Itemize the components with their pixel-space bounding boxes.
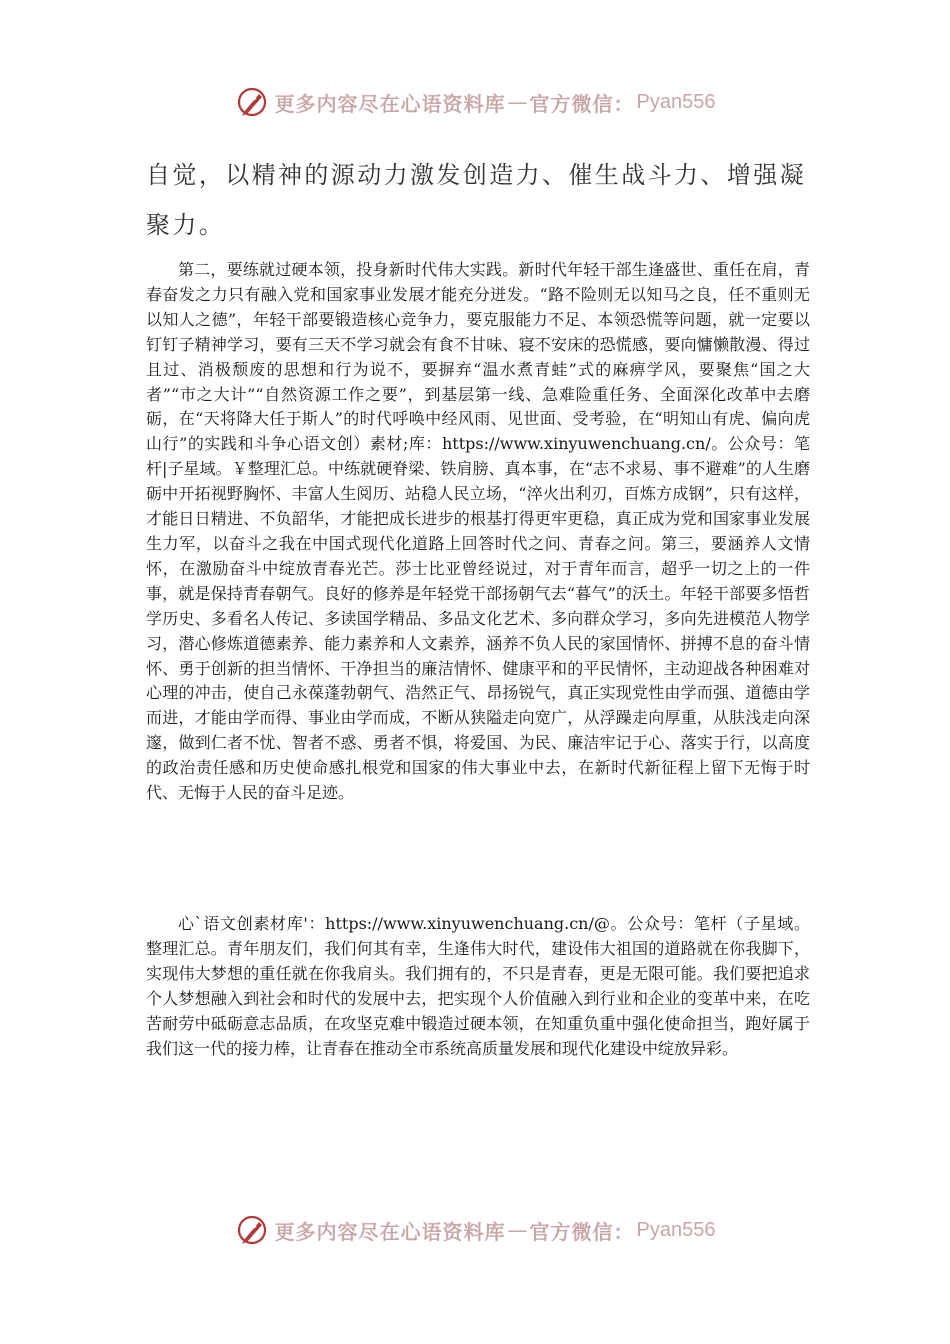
pen-logo-icon — [235, 85, 269, 119]
body-paragraph-1: 第二，要练就过硬本领，投身新时代伟大实践。新时代年轻干部生逢盛世、重任在肩，青春奋发之力只有融入党和国家事业发展才能充分迸发。“路不险则无以知马之良，任不重则无以知人之德”，年轻干部要锻造核心竞争力，要克服能力不足、本领恐慌等问题，就一定要以钉钉子精神学习，要有三天不学习就会有食不甘味、寝不安床的恐慌感，要向慵懒散漫、得过且过、消极颓废的思想和行为说不，要摒弃“温水煮青蛙”式的麻痹学风，要聚焦“国之大者”“市之大计”“自然资源工作之要”，到基层第一线、急难险重任务、全面深化改革中去磨砺，在“天将降大任于斯人”的时代呼唤中经风雨、见世面、受考验，在“明知山有虎、偏向虎山行”的实践和斗争心语文创）素材;库：https://www.xinyuwenchuang.cn/。公众号：笔杆|子星域。￥整理汇总。中练就硬脊梁、铁肩膀、真本事，在“志不求易、事不避难”的人生磨砺中开拓视野胸怀、丰富人生阅历、站稳人民立场，“淬火出利刃，百炼方成钢”，只有这样，才能日日精进、不负韶华，才能把成长进步的根基打得更牢更稳，真正成为党和国家事业发展生力军，以奋斗之我在中国式现代化道路上回答时代之问、青春之问。第三，要涵养人文情怀，在激励奋斗中绽放青春光芒。莎士比亚曾经说过，对于青年而言，超乎一切之上的一件事，就是保持青春朝气。良好的修养是年轻党干部扬朝气去“暮气”的沃土。年轻干部要多悟哲学历史、多看名人传记、多读国学精品、多品文化艺术、多向群众学习，多向先进模范人物学习，潜心修炼道德素养、能力素养和人文素养，涵养不负人民的家国情怀、拼搏不息的奋斗情怀、勇于创新的担当情怀、干净担当的廉洁情怀、健康平和的平民情怀，主动迎战各种困难对心理的冲击，使自己永葆蓬勃朝气、浩然正气、昂扬锐气，真正实现党性由学而强、道德由学而进，才能由学而得、事业由学而成，不断从狭隘走向宽广，从浮躁走向厚重，从肤浅走向深邃，做到仁者不忧、智者不惑、勇者不惧，将爱国、为民、廉洁牢记于心、落实于行，以高度的政治责任感和历史使命感扎根党和国家的伟大事业中去，在新时代新征程上留下无悔于时代、无悔于人民的奋斗足迹。 — [146, 260, 810, 803]
pen-logo-icon — [235, 1213, 269, 1247]
header-wechat-label: 官方微信： — [529, 91, 635, 116]
header-banner — [0, 82, 950, 122]
header-wechat-id: Pyan556 — [636, 90, 716, 113]
footer-brand-text: 更多内容尽在心语资料库 — [274, 1219, 506, 1244]
intro-text: 自觉，以精神的源动力激发创造力、催生战斗力、增强凝聚力。 — [146, 161, 806, 239]
footer-wechat-label: 官方微信： — [529, 1219, 635, 1244]
footer-banner — [0, 1210, 950, 1250]
header-separator: — — [507, 90, 528, 114]
footer-wechat-id: Pyan556 — [636, 1218, 716, 1241]
body-paragraph-2: 心`语文创素材库'：https://www.xinyuwenchuang.cn/@。公众号：笔杆（子星域。整理汇总。青年朋友们，我们何其有幸，生逢伟大时代，建设伟大祖国的道路就在你我脚下，实现伟大梦想的重任就在你我肩头。我们拥有的，不只是青春，更是无限可能。我们要把追求个人梦想融入到社会和时代的发展中去，把实现个人价值融入到行业和企业的变革中来，在吃苦耐劳中砥砺意志品质，在攻坚克难中锻造过硬本领，在知重负重中强化使命担当，跑好属于我们这一代的接力棒，让青春在推动全市系统高质量发展和现代化建设中绽放异彩。 — [146, 914, 810, 1058]
footer-separator: — — [507, 1218, 528, 1242]
header-brand-text: 更多内容尽在心语资料库 — [274, 91, 506, 116]
